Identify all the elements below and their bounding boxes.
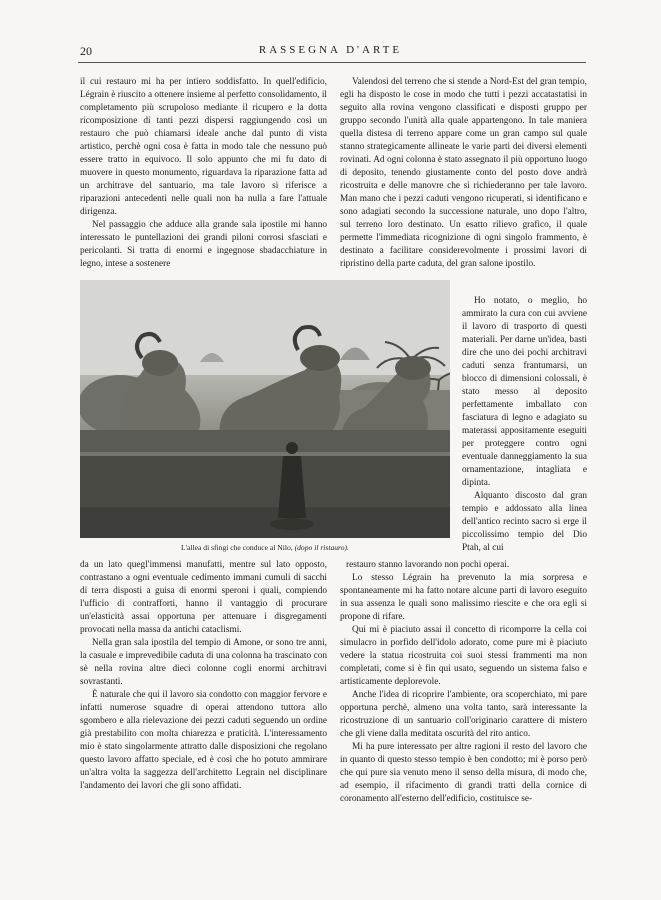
paragraph: Anche l'idea di ricoprire l'ambiente, ora scoperchiato, mi pare opportuna perchè, almeno una volta tanto, sarà interessante la ricostruzione di un santuario coll'originario carattere di mistero che gli viene dalla meditata oscurità del rito antico. [340,690,587,739]
right-column-bottom [340,559,587,806]
left-column-bottom [80,559,327,793]
sphinx-avenue-photo [80,280,450,538]
journal-title: RASSEGNA D'ARTE [258,44,403,56]
caption-text: L'allea di sfingi che conduce al Nilo, [181,543,293,552]
right-column-top [340,76,587,271]
caption-note: (dopo il ristauro). [294,543,349,552]
left-column-top [80,76,327,271]
paragraph: Ho notato, o meglio, ho ammirato la cura con cui avviene il lavoro di trasporto di questi materiali. Per darne un'idea, basti dire che uno dei pochi architravi caduti senza frantumarsi, un blocco di dimensioni colossali, è stato messo al deposito perfettamente imballato con fasciatura di legno e adagiato su materassi appositamente eseguiti per proteggere contro ogni eventuale danneggiamento la sua ornamentazione, intagliata e dipinta. [462,296,587,488]
paragraph: Valendosi del terreno che si stende a Nord-Est del gran tempio, egli ha disposto le cose in modo che tutti i pezzi accatastatisi in seguito alla rovina vengono classificati e disposti gruppo per gruppo secondo l'unità alla quale appartengono. In tale maniera quella distesa di terreno appare come un gran campo sul quale stanno strategicamente allineate le varie parti dei diversi elementi rovinati. Ad ogni colonna è stato assegnato il più opportuno luogo di deposito, tenendo giustamente conto del posto dove andrà ricostruita e delle manovre che si richiederanno per tale lavoro. Man mano che i pezzi caduti vengono ricuperati, si identificano e sono adagiati secondo la successione naturale, uno dopo l'altro, sul terreno loro destinato. Un esatto rilievo grafico, il quale permette l'immediata ricognizione di ogni singolo frammento, è destinato a facilitare considerevolmente i prossimi lavori di ripristino della parte caduta, del gran salone ipostilo. [340,77,587,269]
paragraph: Alquanto discosto dal gran tempio e addossato alla linea dell'antico recinto sacro si erge il piccolissimo tempio del Dio Ptah, al cui [462,491,587,553]
paragraph: Nel passaggio che adduce alla grande sala ipostile mi hanno interessato le puntellazioni dei grandi piloni corrosi sfasciati e pericolanti. Si tratta di enormi e ingegnose sbadacchiature in legno, intese a sostenere [80,220,327,269]
sphinx-avenue-illustration [80,280,450,538]
right-column-wrapped [462,295,587,555]
header-rule [78,62,586,63]
paragraph: restauro stanno lavorando non pochi operai. [346,560,510,570]
paragraph: Qui mi è piaciuto assai il concetto di ricomporre la cella coi simulacro in porfido dell'idolo adorato, come pure mi è piaciuto vedere la statua ricostruita coi suoi stessi frammenti ma non completati, come si è fin qui usato, seguendo un sistema falso e artisticamente deplorevole. [340,625,587,687]
paragraph: Mi ha pure interessato per altre ragioni il resto del lavoro che in quanto di questo stesso tempio è ben condotto; mi è porso però che qui pure sia venuto meno il senso della misura, di modo che, ad esempio, il rifacimento di grandi tratti della cornice di coronamento all'esterno dell'edificio, costituisce se- [340,742,587,804]
paragraph: da un lato quegl'immensi manufatti, mentre sul lato opposto, contrastano a ogni eventuale cedimento immani cumuli di sacchi di terra disposti a guisa di enormi speroni i quali, compiendo l'ufficio di contrafforti, hanno il vantaggio di procurare un'elasticità assai opportuna per attenuare i disgregamenti provocati nella massa da antichi cataclismi. [80,560,327,635]
paragraph: il cui restauro mi ha per intiero soddisfatto. In quell'edificio, Légrain è riuscito a ottenere insieme al perfetto consolidamento, il completamento più scrupoloso mediante il ricupero e la dotta ricomposizione di tanti pezzi dispersi raggiungendo così un restauro che può chiamarsi ideale anche dal punto di vista artistico, perchè ogni cosa è fatta in modo tale che nessuno può essere tratto in equivoco. Il solo appunto che mi fu dato di muovere in questo monumento, riguardava la riparazione fatta ad un architrave del santuario, ma tale lavoro si riferisce a riparazioni antecedenti nelle quali non ha nulla a fare l'attuale dirigenza. [80,77,327,217]
paragraph: Nella gran sala ipostila del tempio di Amone, or sono tre anni, la casuale e imprevedibile caduta di una colonna ha trascinato con sè nella rovina altre dieci colonne cogli enormi architravi sovrastanti. [80,638,327,687]
figure-caption [80,543,450,552]
paragraph: È naturale che qui il lavoro sia condotto con maggior fervore e infatti numerose squadre di operai attendono tuttora allo sgombero e alla rielevazione dei pezzi caduti seguendo un ordine già prestabilito con molta chiarezza e praticità. L'interessamento mio è stato singolarmente attratto dalle disposizioni che regolano questo lavoro affatto speciale, ed è così che ho potuto ammirare un'altra volta la saggezza dell'architetto Legrain nel disciplinare l'andamento dei lavori che gli sono affidati. [80,690,327,791]
paragraph: Lo stesso Légrain ha prevenuto la mia sorpresa e spontaneamente mi ha fatto notare alcune parti di lavoro eseguito in sua assenza le quali sono malissimo riescite e che ora egli si propone di rifare. [340,573,587,622]
page-number: 20 [80,44,92,58]
